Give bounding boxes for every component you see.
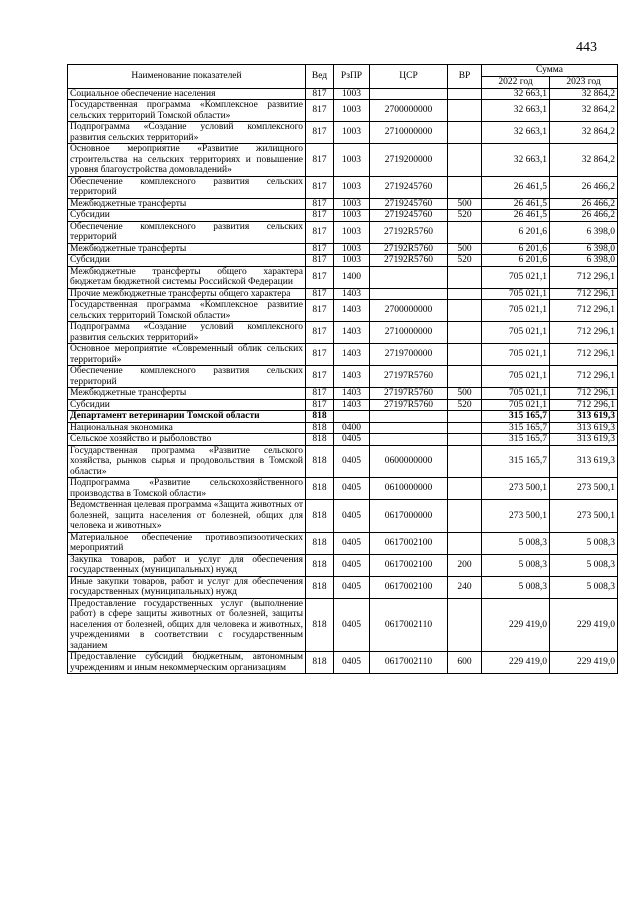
header-vr: ВР [448,65,482,89]
cell-csr: 2700000000 [370,300,448,322]
cell-sum-2023: 273 500,1 [550,478,618,500]
cell-vr [448,100,482,122]
cell-sum-2022: 273 500,1 [482,478,550,500]
table-row [68,344,618,366]
cell-name: Закупка товаров, работ и услуг для обеспечения государственных (муниципальных) нужд [68,554,306,576]
cell-csr [370,422,448,434]
cell-sum-2023: 32 864,2 [550,144,618,177]
cell-rzpr: 0400 [334,422,370,434]
header-sum: Сумма [482,65,618,77]
cell-sum-2022: 705 021,1 [482,322,550,344]
cell-rzpr: 0405 [334,652,370,674]
table-row [68,598,618,652]
cell-vr [448,288,482,300]
cell-name: Межбюджетные трансферты [68,388,306,400]
cell-ved: 817 [306,176,334,198]
budget-table [67,64,618,674]
cell-ved: 818 [306,532,334,554]
cell-csr: 2719700000 [370,344,448,366]
cell-sum-2023: 26 466,2 [550,210,618,222]
cell-vr [448,500,482,533]
table-row [68,532,618,554]
cell-sum-2022: 5 008,3 [482,576,550,598]
cell-csr: 27192R5760 [370,221,448,243]
cell-sum-2023: 229 419,0 [550,598,618,652]
cell-sum-2022: 26 461,5 [482,198,550,210]
cell-ved: 817 [306,366,334,388]
cell-name: Государственная программа «Комплексное развитие сельских территорий Томской области» [68,300,306,322]
cell-sum-2022: 705 021,1 [482,344,550,366]
cell-sum-2022: 705 021,1 [482,288,550,300]
table-row [68,266,618,288]
header-name: Наименование показателей [68,65,306,89]
cell-csr: 2700000000 [370,100,448,122]
cell-rzpr: 1400 [334,266,370,288]
cell-ved: 817 [306,198,334,210]
table-row [68,434,618,446]
cell-sum-2023: 712 296,1 [550,288,618,300]
cell-csr: 27197R5760 [370,388,448,400]
cell-csr: 2719245760 [370,198,448,210]
cell-ved: 817 [306,399,334,411]
cell-csr: 2719200000 [370,144,448,177]
cell-sum-2022: 32 663,1 [482,122,550,144]
table-row [68,221,618,243]
table-row [68,500,618,533]
cell-sum-2022: 315 165,7 [482,434,550,446]
cell-csr [370,88,448,100]
cell-rzpr: 1403 [334,288,370,300]
cell-csr: 0617000000 [370,500,448,533]
cell-vr [448,366,482,388]
cell-vr: 200 [448,554,482,576]
cell-vr [448,434,482,446]
cell-name: Субсидии [68,399,306,411]
cell-ved: 817 [306,388,334,400]
cell-ved: 817 [306,344,334,366]
table-row [68,554,618,576]
table-row [68,366,618,388]
table-row [68,478,618,500]
cell-sum-2022: 26 461,5 [482,210,550,222]
cell-rzpr: 1003 [334,144,370,177]
cell-sum-2023: 313 619,3 [550,411,618,423]
cell-sum-2023: 313 619,3 [550,422,618,434]
cell-csr [370,266,448,288]
cell-rzpr: 1003 [334,100,370,122]
cell-name: Обеспечение комплексного развития сельских территорий [68,366,306,388]
cell-vr: 500 [448,388,482,400]
cell-csr: 0600000000 [370,445,448,478]
cell-sum-2022: 32 663,1 [482,88,550,100]
table-row [68,198,618,210]
cell-csr [370,434,448,446]
cell-rzpr: 1003 [334,122,370,144]
table-row [68,300,618,322]
cell-csr: 0617002110 [370,598,448,652]
cell-ved: 818 [306,576,334,598]
cell-vr [448,300,482,322]
cell-name: Подпрограмма «Создание условий комплексного развития сельских территорий» [68,122,306,144]
cell-sum-2022: 32 663,1 [482,144,550,177]
cell-csr: 2719245760 [370,176,448,198]
cell-csr: 2710000000 [370,322,448,344]
cell-ved: 818 [306,554,334,576]
cell-vr [448,532,482,554]
cell-name: Ведомственная целевая программа «Защита животных от болезней, защита населения от болезней, общих для человека и животных» [68,500,306,533]
cell-sum-2023: 712 296,1 [550,366,618,388]
table-row [68,411,618,423]
cell-rzpr: 0405 [334,576,370,598]
cell-name: Подпрограмма «Создание условий комплексного развития сельских территорий» [68,322,306,344]
cell-name: Основное мероприятие «Развитие жилищного строительства на сельских территориях и повышение уровня благоустройства домовладений» [68,144,306,177]
table-row [68,122,618,144]
header-rzpr: РзПР [334,65,370,89]
cell-rzpr: 0405 [334,478,370,500]
cell-vr [448,88,482,100]
cell-vr: 520 [448,210,482,222]
cell-rzpr: 1403 [334,388,370,400]
cell-rzpr: 1003 [334,221,370,243]
cell-rzpr: 0405 [334,500,370,533]
cell-ved: 818 [306,500,334,533]
table-row [68,422,618,434]
cell-ved: 817 [306,266,334,288]
cell-csr: 27192R5760 [370,255,448,267]
cell-rzpr: 0405 [334,434,370,446]
cell-sum-2023: 712 296,1 [550,388,618,400]
cell-csr: 0617002100 [370,532,448,554]
cell-ved: 817 [306,300,334,322]
cell-vr [448,445,482,478]
table-row [68,288,618,300]
cell-ved: 817 [306,100,334,122]
cell-sum-2023: 32 864,2 [550,88,618,100]
cell-sum-2023: 5 008,3 [550,576,618,598]
cell-rzpr: 1403 [334,399,370,411]
table-row [68,576,618,598]
cell-vr [448,422,482,434]
cell-sum-2023: 5 008,3 [550,532,618,554]
cell-vr: 500 [448,198,482,210]
cell-sum-2022: 5 008,3 [482,532,550,554]
cell-ved: 817 [306,221,334,243]
cell-rzpr: 0405 [334,445,370,478]
cell-vr [448,411,482,423]
cell-name: Обеспечение комплексного развития сельских территорий [68,221,306,243]
cell-name: Обеспечение комплексного развития сельских территорий [68,176,306,198]
table-row [68,176,618,198]
cell-vr [448,322,482,344]
cell-rzpr: 1003 [334,255,370,267]
cell-vr [448,598,482,652]
cell-sum-2023: 313 619,3 [550,434,618,446]
cell-sum-2022: 5 008,3 [482,554,550,576]
cell-sum-2022: 229 419,0 [482,598,550,652]
cell-csr [370,288,448,300]
cell-name: Социальное обеспечение населения [68,88,306,100]
cell-sum-2023: 712 296,1 [550,344,618,366]
cell-sum-2022: 315 165,7 [482,422,550,434]
cell-sum-2022: 26 461,5 [482,176,550,198]
cell-sum-2022: 705 021,1 [482,399,550,411]
cell-sum-2023: 6 398,0 [550,221,618,243]
header-year-2022: 2022 год [482,77,550,89]
header-csr: ЦСР [370,65,448,89]
cell-sum-2023: 712 296,1 [550,399,618,411]
cell-sum-2022: 705 021,1 [482,388,550,400]
cell-name: Иные закупки товаров, работ и услуг для обеспечения государственных (муниципальных) нужд [68,576,306,598]
table-row [68,210,618,222]
cell-name: Субсидии [68,255,306,267]
cell-ved: 818 [306,652,334,674]
cell-sum-2022: 315 165,7 [482,411,550,423]
page-number: 443 [576,40,597,55]
cell-rzpr: 1003 [334,210,370,222]
cell-sum-2023: 313 619,3 [550,445,618,478]
cell-sum-2023: 32 864,2 [550,122,618,144]
cell-rzpr: 0405 [334,532,370,554]
cell-rzpr: 1403 [334,322,370,344]
table-row [68,652,618,674]
cell-name: Государственная программа «Развитие сельского хозяйства, рынков сырья и продовольствия в Томской области» [68,445,306,478]
cell-sum-2023: 712 296,1 [550,300,618,322]
cell-sum-2022: 32 663,1 [482,100,550,122]
cell-sum-2023: 712 296,1 [550,322,618,344]
cell-sum-2022: 6 201,6 [482,255,550,267]
cell-name: Предоставление государственных услуг (выполнение работ) в сфере защиты животных от болезней, защиты населения от болезней, общих для человека и животных, учреждениями в соответствии с государственным заданием [68,598,306,652]
cell-vr: 500 [448,243,482,255]
cell-sum-2023: 6 398,0 [550,255,618,267]
table-row [68,243,618,255]
cell-vr [448,122,482,144]
cell-rzpr: 1403 [334,366,370,388]
cell-rzpr: 1003 [334,243,370,255]
cell-ved: 818 [306,445,334,478]
cell-csr: 2710000000 [370,122,448,144]
cell-rzpr: 1403 [334,344,370,366]
cell-name: Департамент ветеринарии Томской области [68,411,306,423]
cell-sum-2023: 6 398,0 [550,243,618,255]
table-row [68,445,618,478]
cell-name: Предоставление субсидий бюджетным, автономным учреждениям и иным некоммерческим организациям [68,652,306,674]
cell-name: Прочие межбюджетные трансферты общего характера [68,288,306,300]
cell-name: Межбюджетные трансферты [68,243,306,255]
cell-sum-2023: 229 419,0 [550,652,618,674]
cell-sum-2022: 705 021,1 [482,300,550,322]
cell-sum-2022: 705 021,1 [482,366,550,388]
cell-rzpr: 1003 [334,88,370,100]
table-row [68,388,618,400]
cell-name: Подпрограмма «Развитие сельскохозяйственного производства в Томской области» [68,478,306,500]
cell-csr: 0617002110 [370,652,448,674]
cell-csr: 2719245760 [370,210,448,222]
cell-rzpr: 1403 [334,300,370,322]
cell-ved: 817 [306,122,334,144]
cell-rzpr: 0405 [334,598,370,652]
cell-csr: 0617002100 [370,576,448,598]
cell-vr [448,176,482,198]
cell-vr [448,344,482,366]
cell-ved: 817 [306,243,334,255]
cell-ved: 817 [306,322,334,344]
cell-csr: 27197R5760 [370,399,448,411]
cell-vr [448,144,482,177]
cell-ved: 818 [306,478,334,500]
cell-ved: 818 [306,434,334,446]
cell-rzpr: 1003 [334,176,370,198]
cell-vr [448,221,482,243]
table-row [68,100,618,122]
table-row [68,399,618,411]
cell-sum-2022: 705 021,1 [482,266,550,288]
cell-rzpr [334,411,370,423]
cell-name: Межбюджетные трансферты [68,198,306,210]
table-row [68,144,618,177]
cell-csr [370,411,448,423]
cell-name: Сельское хозяйство и рыболовство [68,434,306,446]
cell-ved: 817 [306,144,334,177]
cell-name: Материальное обеспечение противоэпизоотических мероприятий [68,532,306,554]
cell-vr: 520 [448,399,482,411]
cell-sum-2023: 26 466,2 [550,198,618,210]
cell-sum-2023: 712 296,1 [550,266,618,288]
cell-csr: 27197R5760 [370,366,448,388]
cell-csr: 27192R5760 [370,243,448,255]
cell-rzpr: 1003 [334,198,370,210]
cell-ved: 817 [306,255,334,267]
cell-sum-2023: 32 864,2 [550,100,618,122]
table-row [68,88,618,100]
cell-sum-2022: 229 419,0 [482,652,550,674]
cell-sum-2022: 273 500,1 [482,500,550,533]
cell-name: Национальная экономика [68,422,306,434]
cell-vr: 240 [448,576,482,598]
cell-sum-2022: 315 165,7 [482,445,550,478]
cell-sum-2022: 6 201,6 [482,221,550,243]
table-body [68,88,618,674]
cell-name: Государственная программа «Комплексное развитие сельских территорий Томской области» [68,100,306,122]
cell-sum-2023: 26 466,2 [550,176,618,198]
cell-ved: 818 [306,422,334,434]
cell-vr: 600 [448,652,482,674]
table-row [68,255,618,267]
cell-sum-2023: 273 500,1 [550,500,618,533]
cell-rzpr: 0405 [334,554,370,576]
cell-ved: 818 [306,598,334,652]
cell-ved: 817 [306,88,334,100]
cell-name: Субсидии [68,210,306,222]
cell-ved: 817 [306,288,334,300]
cell-ved: 817 [306,210,334,222]
cell-csr: 0610000000 [370,478,448,500]
cell-name: Основное мероприятие «Современный облик сельских территорий» [68,344,306,366]
cell-name: Межбюджетные трансферты общего характера бюджетам бюджетной системы Российской Федерации [68,266,306,288]
table-row [68,322,618,344]
header-year-2023: 2023 год [550,77,618,89]
header-ved: Вед [306,65,334,89]
cell-ved: 818 [306,411,334,423]
cell-sum-2022: 6 201,6 [482,243,550,255]
cell-csr: 0617002100 [370,554,448,576]
cell-vr [448,266,482,288]
cell-vr: 520 [448,255,482,267]
cell-vr [448,478,482,500]
cell-sum-2023: 5 008,3 [550,554,618,576]
